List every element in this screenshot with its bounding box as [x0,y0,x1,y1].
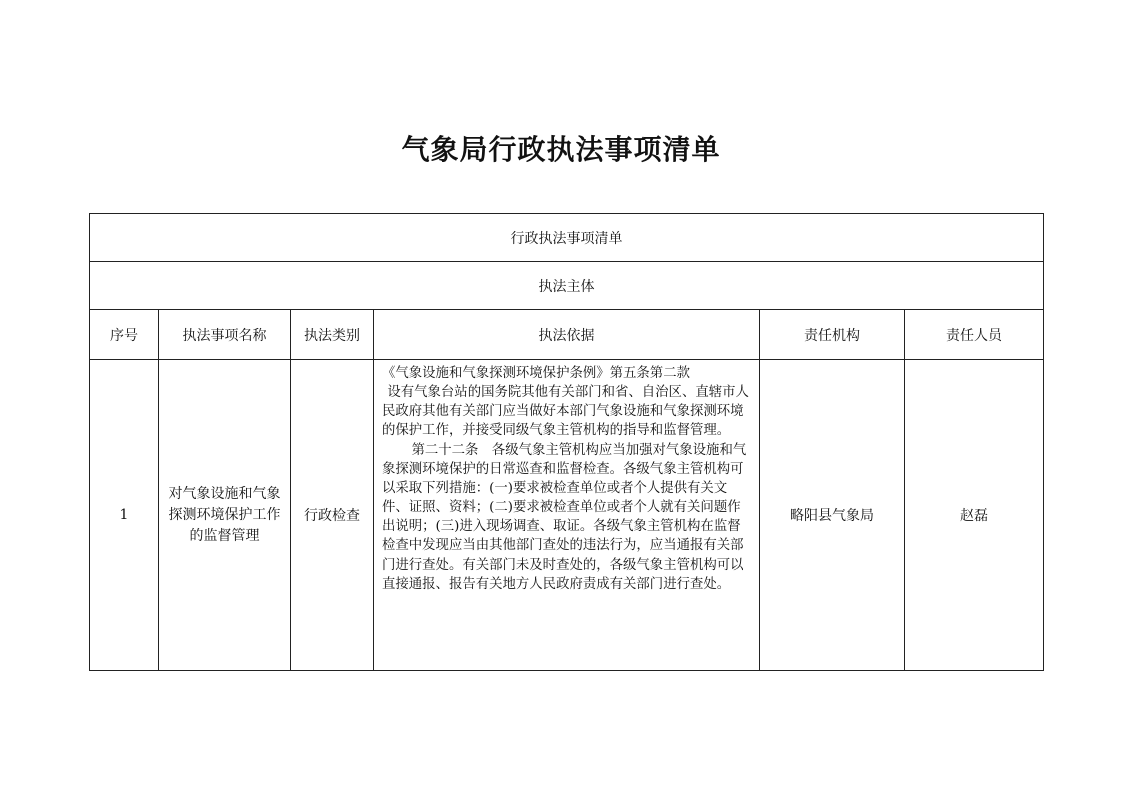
enforcement-table [89,213,1044,671]
page-title: 气象局行政执法事项清单 [401,133,721,166]
column-header-name: 执法事项名称 [159,310,291,360]
table-subject-row [90,262,1044,310]
basis-paragraph-3: 第二十二条 各级气象主管机构应当加强对气象设施和气象探测环境保护的日常巡查和监督检查。各级气象主管机构可以采取下列措施：(一)要求被检查单位或者个人提供有关文件、证照、资料；(二)要求被检查单位或者个人就有关问题作出说明；(三)进入现场调查、取证。各级气象主管机构在监督检查中发现应当由其他部门查处的违法行为，应当通报有关部门进行查处。有关部门未及时查处的，各级气象主管机构可以直接通报、报告有关地方人民政府责成有关部门进行查处。 [382,442,747,592]
column-header-category: 执法类别 [291,310,374,360]
basis-paragraph-1: 《气象设施和气象探测环境保护条例》第五条第二款 [382,366,690,381]
cell-index: 1 [90,360,159,671]
table-subject: 执法主体 [90,262,1044,310]
column-header-index: 序号 [90,310,159,360]
cell-person: 赵磊 [905,360,1044,671]
cell-category: 行政检查 [291,360,374,671]
table-row [90,360,1044,671]
cell-agency: 略阳县气象局 [760,360,905,671]
column-header-basis: 执法依据 [374,310,760,360]
basis-paragraph-2: 设有气象台站的国务院其他有关部门和省、自治区、直辖市人民政府其他有关部门应当做好本部门气象设施和气象探测环境的保护工作，并接受同级气象主管机构的指导和监督管理。 [382,385,749,439]
table-title-row [90,214,1044,262]
column-header-person: 责任人员 [905,310,1044,360]
column-header-agency: 责任机构 [760,310,905,360]
cell-basis [374,360,760,671]
cell-item-name: 对气象设施和气象探测环境保护工作的监督管理 [159,360,291,671]
column-header-row [90,310,1044,360]
table-title: 行政执法事项清单 [90,214,1044,262]
